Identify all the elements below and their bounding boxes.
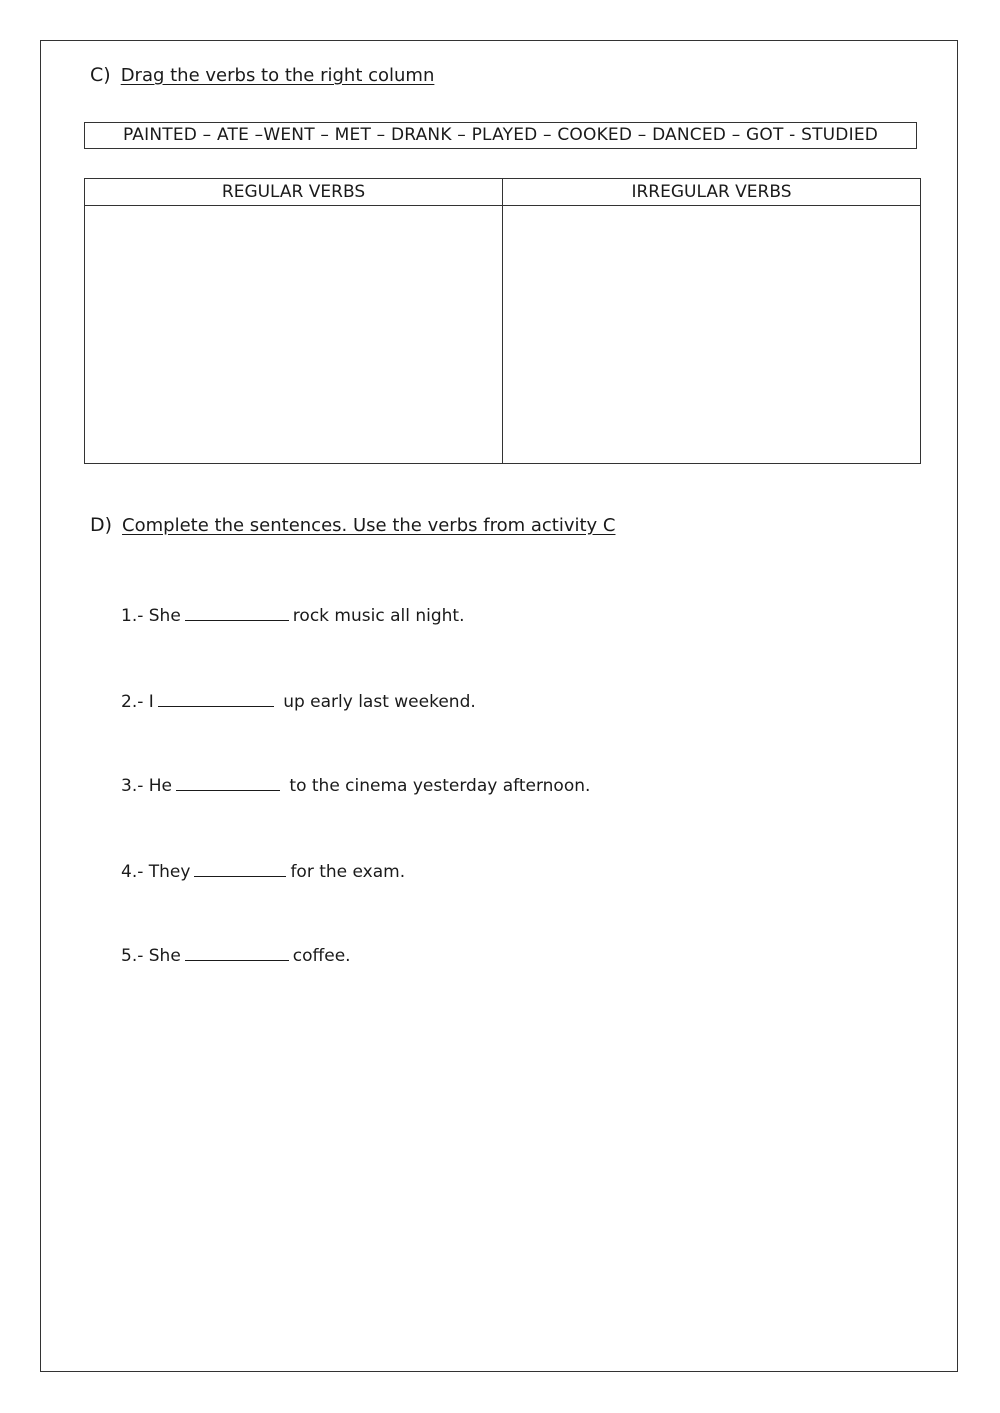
section-d-instruction: Complete the sentences. Use the verbs from activity C — [122, 515, 616, 536]
sentence-2-prefix: 2.- I — [121, 692, 154, 712]
sentence-3-blank[interactable] — [176, 774, 280, 791]
sentence-1-blank[interactable] — [185, 604, 289, 621]
sentence-2-suffix: up early last weekend. — [283, 692, 476, 712]
sentence-4-blank[interactable] — [194, 860, 286, 877]
sentence-1 — [121, 604, 464, 626]
regular-verbs-header: REGULAR VERBS — [85, 179, 502, 206]
sentence-2-blank[interactable] — [158, 690, 274, 707]
verb-sorting-table — [84, 178, 921, 464]
irregular-verbs-drop-zone[interactable] — [503, 206, 920, 463]
sentence-1-suffix: rock music all night. — [292, 606, 465, 626]
sentence-5-blank[interactable] — [185, 944, 289, 961]
sentence-4-suffix: for the exam. — [290, 862, 406, 882]
sentence-4-prefix: 4.- They — [121, 862, 191, 882]
section-d-heading — [90, 514, 615, 536]
sentence-5-prefix: 5.- She — [121, 946, 181, 966]
irregular-verbs-column — [502, 179, 920, 463]
sentence-3-suffix: to the cinema yesterday afternoon. — [289, 776, 591, 796]
section-c-letter: C) — [90, 64, 111, 86]
sentence-5-suffix: coffee. — [292, 946, 351, 966]
sentence-4 — [121, 860, 405, 882]
sentence-1-prefix: 1.- She — [121, 606, 181, 626]
verb-word-bank[interactable]: PAINTED – ATE –WENT – MET – DRANK – PLAYED – COOKED – DANCED – GOT - STUDIED — [84, 122, 917, 149]
regular-verbs-column — [85, 179, 502, 463]
sentence-5 — [121, 944, 351, 966]
sentence-2 — [121, 690, 476, 712]
section-c-heading — [90, 64, 434, 86]
section-d-letter: D) — [90, 514, 113, 536]
sentence-3-prefix: 3.- He — [121, 776, 172, 796]
section-c-instruction: Drag the verbs to the right column — [120, 65, 435, 86]
irregular-verbs-header: IRREGULAR VERBS — [503, 179, 920, 206]
regular-verbs-drop-zone[interactable] — [85, 206, 502, 463]
sentence-3 — [121, 774, 590, 796]
